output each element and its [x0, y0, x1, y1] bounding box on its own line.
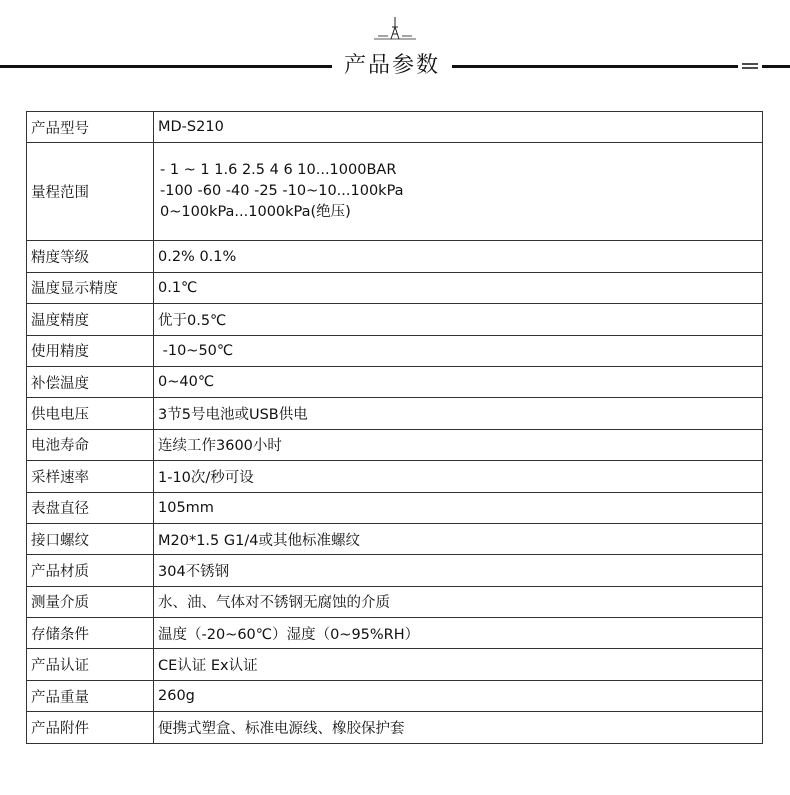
spec-value-accessories: 便携式塑盒、标准电源线、橡胶保护套: [154, 712, 763, 743]
spec-value-operating: -10~50℃: [154, 335, 763, 366]
spec-value-certification: CE认证 Ex认证: [154, 649, 763, 680]
table-row: [27, 586, 763, 617]
spec-label-compensation: 补偿温度: [27, 366, 154, 397]
spec-value-model: MD-S210: [154, 112, 763, 143]
table-row: [27, 492, 763, 523]
section-header: [0, 0, 790, 100]
spec-label-weight: 产品重量: [27, 680, 154, 711]
spec-value-sampling: 1-10次/秒可设: [154, 461, 763, 492]
table-row: [27, 649, 763, 680]
page-title: 产品参数: [343, 53, 440, 78]
table-row: [27, 618, 763, 649]
spec-label-operating: 使用精度: [27, 335, 154, 366]
spec-value-accuracy-class: 0.2% 0.1%: [154, 241, 763, 272]
spec-value-power: 3节5号电池或USB供电: [154, 398, 763, 429]
range-line: 0~100kPa...1000kPa(绝压): [160, 204, 351, 221]
spec-value-dial: 105mm: [154, 492, 763, 523]
spec-value-temp-display: 0.1℃: [154, 272, 763, 303]
spec-value-compensation: 0~40℃: [154, 366, 763, 397]
spec-value-medium: 水、油、气体对不锈钢无腐蚀的介质: [154, 586, 763, 617]
table-row: [27, 272, 763, 303]
table-row: [27, 366, 763, 397]
table-row: [27, 112, 763, 143]
table-row: [27, 680, 763, 711]
spec-label-temp-accuracy: 温度精度: [27, 304, 154, 335]
header-rule-tail: [762, 65, 790, 68]
spec-label-battery: 电池寿命: [27, 429, 154, 460]
table-row: [27, 712, 763, 743]
spec-value-connection: M20*1.5 G1/4或其他标准螺纹: [154, 523, 763, 554]
range-line: - 1 ~ 1 1.6 2.5 4 6 10...1000BAR: [160, 162, 397, 179]
table-row: [27, 398, 763, 429]
spec-label-medium: 测量介质: [27, 586, 154, 617]
spec-label-accuracy-class: 精度等级: [27, 241, 154, 272]
spec-value-storage: 温度（-20~60℃）湿度（0~95%RH）: [154, 618, 763, 649]
spec-label-dial: 表盘直径: [27, 492, 154, 523]
table-row: [27, 335, 763, 366]
spec-label-material: 产品材质: [27, 555, 154, 586]
spec-value-material: 304不锈钢: [154, 555, 763, 586]
header-rule-right: [452, 65, 738, 68]
table-row: [27, 523, 763, 554]
spec-label-connection: 接口螺纹: [27, 523, 154, 554]
table-row: [27, 304, 763, 335]
spec-label-accessories: 产品附件: [27, 712, 154, 743]
table-row: [27, 461, 763, 492]
double-dash-icon: [740, 61, 760, 71]
spec-table: [26, 111, 763, 744]
table-row: [27, 555, 763, 586]
spec-label-temp-display: 温度显示精度: [27, 272, 154, 303]
table-row: [27, 241, 763, 272]
header-rule-left: [0, 65, 332, 68]
spec-label-certification: 产品认证: [27, 649, 154, 680]
spec-value-weight: 260g: [154, 680, 763, 711]
spec-label-power: 供电电压: [27, 398, 154, 429]
spec-value-temp-accuracy: 优于0.5℃: [154, 304, 763, 335]
table-row: [27, 143, 763, 241]
table-row: [27, 429, 763, 460]
range-line: -100 -60 -40 -25 -10~10...100kPa: [160, 183, 404, 200]
spec-value-range: [154, 143, 763, 241]
spec-label-range: 量程范围: [27, 143, 154, 241]
spec-label-storage: 存储条件: [27, 618, 154, 649]
spec-label-model: 产品型号: [27, 112, 154, 143]
spec-label-sampling: 采样速率: [27, 461, 154, 492]
spec-value-battery: 连续工作3600小时: [154, 429, 763, 460]
tower-ornament-icon: [370, 15, 420, 41]
